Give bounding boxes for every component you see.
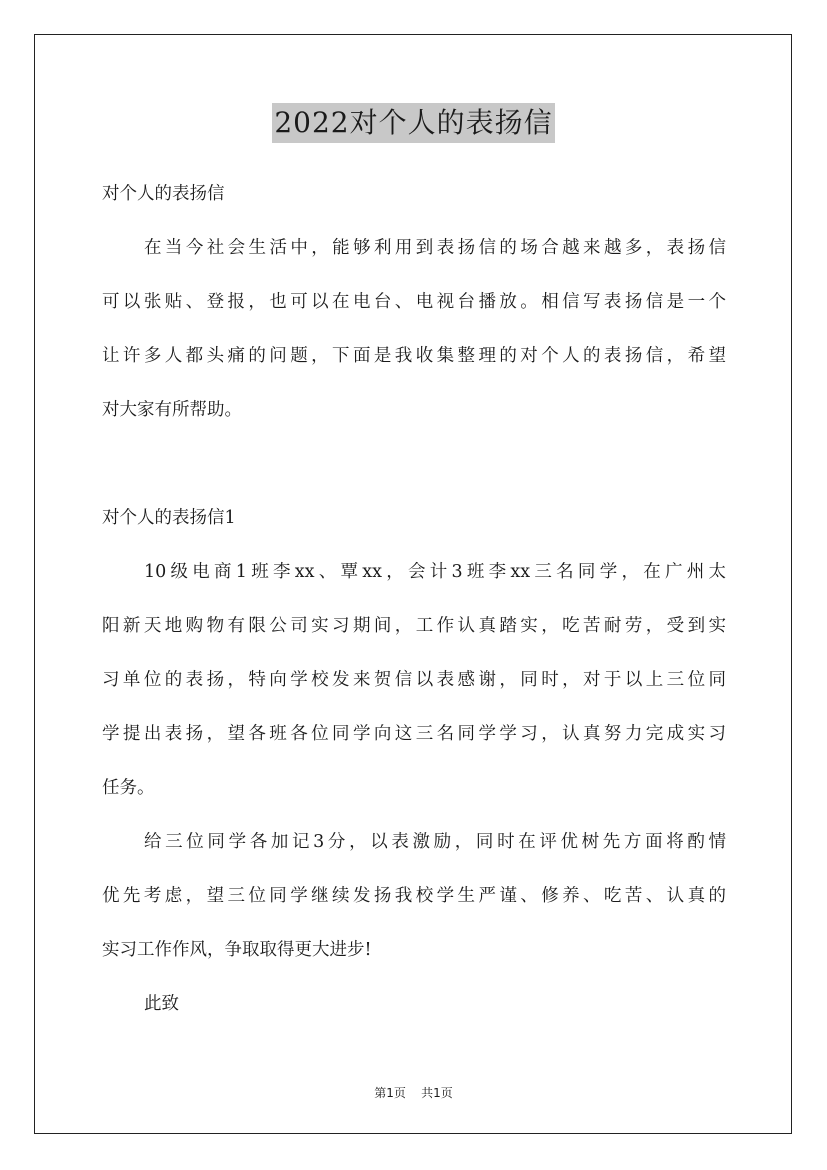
closing-line: 此致 — [144, 994, 179, 1014]
paragraph-line: 可以张贴、登报，也可以在电台、电视台播放。相信写表扬信是一个 — [102, 292, 726, 312]
paragraph-line: 习单位的表扬，特向学校发来贺信以表感谢，同时，对于以上三位同 — [102, 670, 726, 690]
page-footer — [0, 1084, 827, 1101]
paragraph-line: 在当今社会生活中，能够利用到表扬信的场合越来越多，表扬信 — [144, 238, 726, 258]
paragraph-line: 学提出表扬，望各班各位同学向这三名同学学习，认真努力完成实习 — [102, 724, 726, 744]
paragraph-line: 给三位同学各加记3分，以表激励，同时在评优树先方面将酌情 — [144, 832, 726, 852]
title-container — [0, 103, 827, 143]
page-number: 第1页 — [374, 1086, 406, 1100]
paragraph-line: 任务。 — [102, 778, 155, 798]
section-heading: 对个人的表扬信 — [102, 184, 225, 204]
document-title: 2022对个人的表扬信 — [272, 103, 554, 143]
page-total: 共1页 — [421, 1086, 453, 1100]
paragraph-line: 优先考虑，望三位同学继续发扬我校学生严谨、修养、吃苦、认真的 — [102, 886, 726, 906]
paragraph-line: 10级电商1班李xx、覃xx，会计3班李xx三名同学，在广州太 — [144, 562, 726, 582]
section-heading: 对个人的表扬信1 — [102, 508, 236, 528]
paragraph-line: 让许多人都头痛的问题，下面是我收集整理的对个人的表扬信，希望 — [102, 346, 726, 366]
paragraph-line: 阳新天地购物有限公司实习期间，工作认真踏实，吃苦耐劳，受到实 — [102, 616, 726, 636]
paragraph-line: 实习工作作风，争取取得更大进步! — [102, 940, 372, 960]
paragraph-line: 对大家有所帮助。 — [102, 400, 242, 420]
